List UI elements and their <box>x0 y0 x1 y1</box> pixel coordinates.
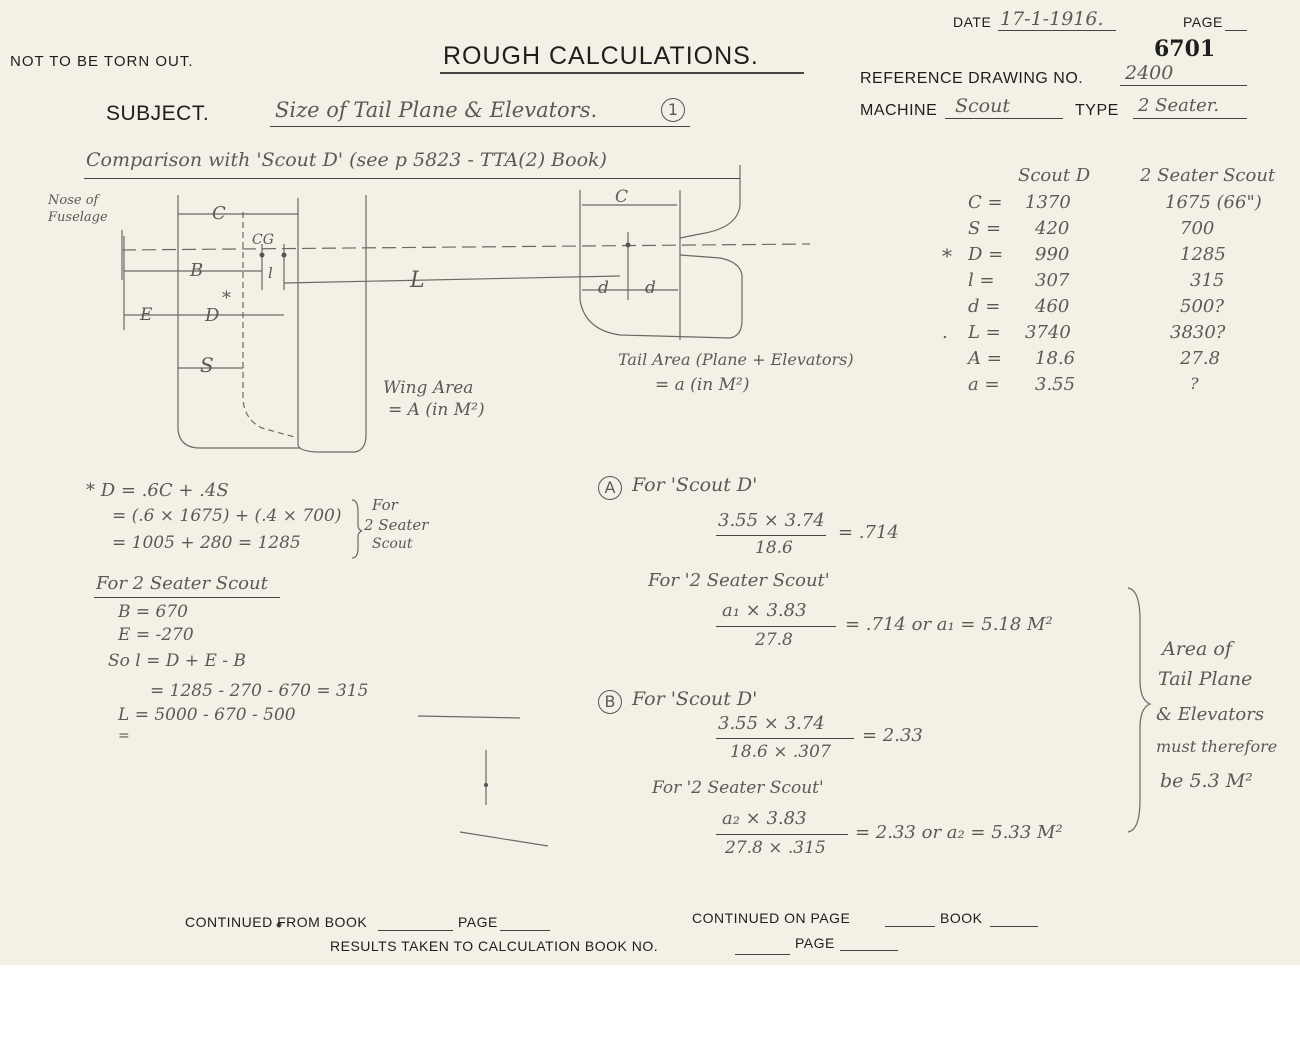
wing-area-formula: = A (in M²) <box>388 400 485 420</box>
tail-dot <box>626 243 631 248</box>
page-title: ROUGH CALCULATIONS. <box>443 42 759 70</box>
calc-b-numerator: 3.55 × 3.74 <box>718 713 825 734</box>
subject-label: SUBJECT. <box>106 102 210 125</box>
row-2seater: 1285 <box>1180 244 1226 265</box>
dim-L <box>284 276 620 283</box>
dim-d-label: D <box>205 305 220 326</box>
row-symbol: A = <box>968 348 1002 369</box>
conclusion-line-5: be 5.3 M² <box>1160 770 1253 792</box>
row-scout-d: 990 <box>1035 244 1070 265</box>
fin-outline <box>680 165 740 238</box>
calc-b-heading: For 'Scout D' <box>632 688 758 710</box>
row-scout-d: 18.6 <box>1035 348 1076 369</box>
two-seater-b: B = 670 <box>118 602 188 622</box>
dim-L-label: L <box>410 268 425 293</box>
row-scout-d: 3.55 <box>1035 374 1076 395</box>
calc-a-heading: For 'Scout D' <box>632 474 758 496</box>
calc-b-denominator: 18.6 × .307 <box>730 742 831 762</box>
calc-b-result2: = 2.33 or a₂ = 5.33 M² <box>855 822 1063 843</box>
d-formula-1: * D = .6C + .4S <box>86 480 229 501</box>
two-seater-l2: = 1285 - 270 - 670 = 315 <box>150 681 369 701</box>
subject-value: Size of Tail Plane & Elevators. <box>275 98 598 122</box>
calc-a-fraction-bar2 <box>716 626 836 627</box>
calc-b-label: B <box>598 690 622 714</box>
d-note-scout: Scout <box>372 536 413 552</box>
cg-dot-2 <box>282 253 287 258</box>
table-row <box>940 374 1280 398</box>
comparison-note: Comparison with 'Scout D' (see p 5823 - TTA(2) Book) <box>86 149 607 171</box>
two-seater-l1: So l = D + E - B <box>108 651 246 671</box>
two-seater-heading: For 2 Seater Scout <box>96 573 268 594</box>
row-scout-d: 307 <box>1035 270 1070 291</box>
conclusion-line-4: must therefore <box>1156 737 1278 756</box>
row-mark: . <box>942 322 948 343</box>
calc-b-fraction-bar <box>716 738 854 739</box>
row-symbol: D = <box>968 244 1004 265</box>
page-number: 6701 <box>1154 36 1216 62</box>
date-value: 17-1-1916. <box>1000 8 1104 30</box>
row-scout-d: 420 <box>1035 218 1070 239</box>
row-scout-d: 1370 <box>1025 192 1071 213</box>
d-note-2seater: 2 Seater <box>364 516 429 534</box>
centreline <box>122 244 810 250</box>
row-symbol: S = <box>968 218 1002 239</box>
conclusion-line-1: Area of <box>1162 638 1232 660</box>
d-brace <box>352 500 362 558</box>
date-label: DATE <box>953 14 992 30</box>
calc-b-heading2: For '2 Seater Scout' <box>652 778 824 798</box>
row-2seater: 3830? <box>1170 322 1226 343</box>
row-symbol: a = <box>968 374 1000 395</box>
calc-b-fraction-bar2 <box>716 834 848 835</box>
calc-b-denominator2: 27.8 × .315 <box>725 838 826 858</box>
dim-l-small-label: l <box>268 264 273 282</box>
row-symbol: C = <box>968 192 1003 213</box>
type-label: TYPE <box>1075 102 1119 119</box>
calc-a-numerator2: a₁ × 3.83 <box>722 600 807 621</box>
calc-b-result: = 2.33 <box>862 725 923 746</box>
sketch-bottom <box>460 832 548 846</box>
sketch-dot <box>484 783 488 787</box>
machine-value: Scout <box>955 95 1010 117</box>
continued-from-label: CONTINUED FROM BOOK <box>185 914 368 930</box>
row-symbol: l = <box>968 270 995 291</box>
table-row <box>940 296 1280 320</box>
continued-from-page: PAGE <box>458 914 498 930</box>
row-2seater: 315 <box>1190 270 1225 291</box>
d-formula-2: = (.6 × 1675) + (.4 × 700) <box>112 506 342 526</box>
reference-value: 2400 <box>1125 62 1174 84</box>
dim-c-label: C <box>212 203 226 224</box>
sketch-top <box>418 716 520 718</box>
machine-label: MACHINE <box>860 102 938 119</box>
d-formula-3: = 1005 + 280 = 1285 <box>112 533 301 553</box>
fuselage-label: Fuselage <box>48 210 108 225</box>
table-header-2seater: 2 Seater Scout <box>1140 165 1276 186</box>
row-scout-d: 3740 <box>1025 322 1071 343</box>
calc-a-circle <box>598 476 622 500</box>
continued-from-line <box>378 930 453 931</box>
tail-area-label: Tail Area (Plane + Elevators) <box>618 350 854 369</box>
continued-on-line <box>885 926 935 927</box>
continued-on-book: BOOK <box>940 910 983 926</box>
two-seater-underline <box>94 597 280 598</box>
nose-label: Nose of <box>48 193 99 208</box>
dim-b-label: B <box>190 260 204 281</box>
continued-on-label: CONTINUED ON PAGE <box>692 910 851 926</box>
not-torn-out: NOT TO BE TORN OUT. <box>10 53 194 70</box>
results-taken-line <box>735 954 790 955</box>
two-seater-e: E = -270 <box>118 625 194 645</box>
tail-outline <box>580 190 742 338</box>
table-row <box>940 270 1280 294</box>
row-2seater: 500? <box>1180 296 1225 317</box>
table-row <box>940 348 1280 372</box>
row-symbol: d = <box>968 296 1001 317</box>
calc-b-numerator2: a₂ × 3.83 <box>722 808 807 829</box>
page-label: PAGE <box>1183 14 1223 30</box>
conclusion-line-2: Tail Plane <box>1158 668 1253 690</box>
calc-b-circle <box>598 690 622 714</box>
calc-a-denominator: 18.6 <box>755 538 793 558</box>
dim-e-label: E <box>140 305 153 325</box>
two-seater-eq: = <box>118 728 130 744</box>
row-2seater: ? <box>1190 374 1199 393</box>
continued-from-page-line <box>500 930 550 931</box>
row-scout-d: 460 <box>1035 296 1070 317</box>
calc-a-label: A <box>598 476 622 500</box>
wing-outline <box>178 195 300 448</box>
table-row <box>940 192 1280 216</box>
results-taken-label: RESULTS TAKEN TO CALCULATION BOOK NO. <box>330 938 659 954</box>
star-mark: * <box>222 288 231 309</box>
table-row <box>940 218 1280 242</box>
calc-a-heading2: For '2 Seater Scout' <box>648 570 830 591</box>
row-2seater: 27.8 <box>1180 348 1221 369</box>
conclusion-brace <box>1128 588 1150 832</box>
reference-label: REFERENCE DRAWING NO. <box>860 70 1084 87</box>
tail-d1-label: d <box>598 278 609 298</box>
d-note-for: For <box>372 496 398 514</box>
calc-a-result2: = .714 or a₁ = 5.18 M² <box>845 614 1053 635</box>
row-symbol: L = <box>968 322 1001 343</box>
calc-a-result: = .714 <box>838 522 899 543</box>
row-2seater: 1675 (66") <box>1165 192 1262 213</box>
results-taken-page-line <box>840 950 898 951</box>
wing-area-label: Wing Area <box>383 378 474 398</box>
wing-right-edge <box>298 195 366 452</box>
table-row <box>940 322 1280 346</box>
calc-a-numerator: 3.55 × 3.74 <box>718 510 825 531</box>
cg-dot-1 <box>260 253 265 258</box>
results-taken-page: PAGE <box>795 935 835 951</box>
row-2seater: 700 <box>1180 218 1215 239</box>
conclusion-line-3: & Elevators <box>1156 704 1265 725</box>
continued-on-book-line <box>990 926 1038 927</box>
type-value: 2 Seater. <box>1138 95 1220 116</box>
row-mark: * <box>942 244 952 268</box>
calc-a-fraction-bar <box>716 535 826 536</box>
tail-d2-label: d <box>645 278 656 298</box>
calc-a-denominator2: 27.8 <box>755 630 793 650</box>
table-header-scout-d: Scout D <box>1018 165 1091 186</box>
tail-area-formula: = a (in M²) <box>655 375 750 395</box>
two-seater-L: L = 5000 - 670 - 500 <box>118 705 296 725</box>
subject-number: 1 <box>661 98 685 122</box>
table-row <box>940 244 1280 268</box>
cg-label: CG <box>252 232 274 248</box>
tail-c-label: C <box>615 187 629 207</box>
dim-s-label: S <box>200 353 214 377</box>
